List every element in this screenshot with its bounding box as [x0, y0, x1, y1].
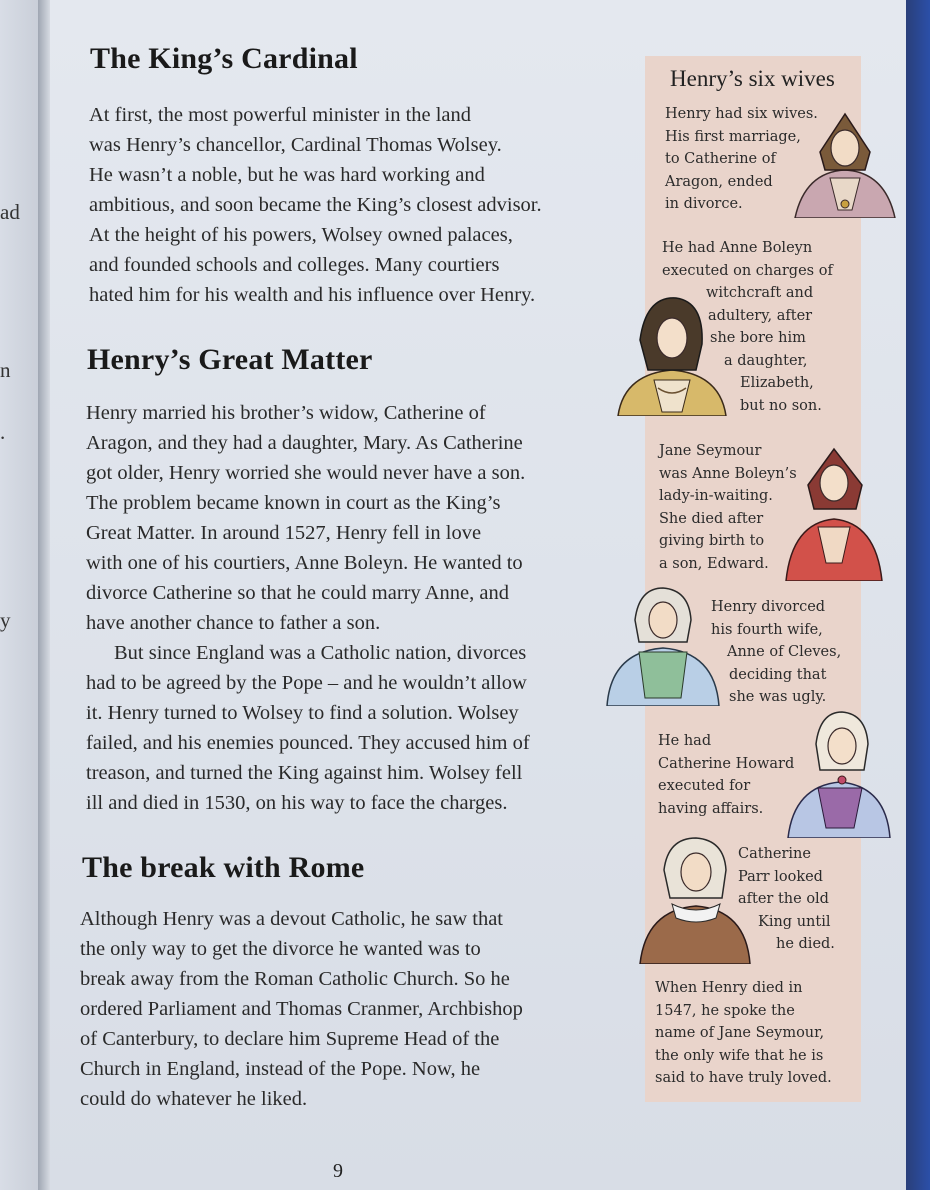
section-heading-kings-cardinal: The King’s Cardinal	[90, 42, 358, 75]
text-line: He wasn’t a noble, but he was hard working and	[89, 164, 485, 186]
note-line: witchcraft and	[706, 285, 814, 301]
portrait-catherine-parr	[636, 834, 754, 964]
note-line: having affairs.	[658, 800, 764, 817]
note-line: lady-in-waiting.	[659, 488, 773, 504]
book-cover-edge	[906, 0, 930, 1190]
note-line: to Catherine of	[665, 151, 776, 167]
text-line: treason, and turned the King against him. Wolsey fell	[86, 762, 523, 784]
note-line: she bore him	[710, 330, 806, 346]
note-line: He had	[658, 733, 712, 749]
paragraph	[80, 904, 605, 1114]
facing-page-fragment: ad	[0, 200, 20, 224]
text-line: Great Matter. In around 1527, Henry fell in love	[86, 522, 482, 544]
note-line: a son, Edward.	[659, 555, 769, 572]
note-line: Anne of Cleves,	[727, 644, 842, 660]
text-line: failed, and his enemies pounced. They accused him of	[86, 732, 530, 754]
note-line: Jane Seymour	[659, 443, 762, 459]
text-line: and founded schools and colleges. Many courtiers	[89, 254, 500, 276]
text-line: Although Henry was a devout Catholic, he saw that	[80, 908, 504, 930]
text-line: The problem became known in court as the King’s	[86, 492, 501, 514]
portrait-jane-seymour	[782, 445, 884, 581]
wife-note-jane-seymour	[659, 440, 797, 575]
note-line: said to have truly loved.	[655, 1070, 832, 1086]
note-line: Catherine Howard	[658, 755, 795, 772]
page-number: 9	[333, 1160, 343, 1182]
note-line: executed on charges of	[662, 262, 833, 279]
text-line: ambitious, and soon became the King’s closest advisor.	[89, 194, 542, 216]
facing-page-edge	[0, 0, 40, 1190]
note-line: after the old	[738, 891, 829, 907]
section-heading-great-matter: Henry’s Great Matter	[87, 343, 373, 376]
paragraph	[89, 100, 614, 310]
note-line: giving birth to	[659, 533, 765, 549]
note-line: He had Anne Boleyn	[662, 240, 813, 256]
sidebar-title: Henry’s six wives	[670, 66, 835, 91]
text-line: Church in England, instead of the Pope. Now, he	[80, 1058, 481, 1080]
text-line: with one of his courtiers, Anne Boleyn. He wanted to	[86, 552, 523, 574]
note-line: His first marriage,	[665, 128, 801, 145]
note-line: executed for	[658, 778, 751, 794]
text-line: divorce Catherine so that he could marry Anne, and	[86, 582, 509, 604]
wife-note-catherine-howard	[658, 730, 794, 820]
note-line: she was ugly.	[729, 689, 827, 705]
facing-page-fragment: y	[0, 608, 11, 632]
wife-note-catherine-parr	[738, 843, 835, 956]
note-line: name of Jane Seymour,	[655, 1025, 825, 1041]
text-line: ill and died in 1530, on his way to face the charges.	[86, 792, 508, 814]
note-line: She died after	[659, 510, 764, 527]
note-line: his fourth wife,	[711, 621, 823, 638]
note-line: a daughter,	[724, 352, 808, 369]
text-line: At first, the most powerful minister in the land	[89, 104, 472, 126]
text-line: ordered Parliament and Thomas Cranmer, Archbishop	[80, 998, 523, 1020]
portrait-catherine-howard	[786, 710, 892, 838]
facing-page-fragment: n	[0, 358, 11, 382]
note-line: Elizabeth,	[740, 375, 814, 391]
portrait-catherine-of-aragon	[790, 110, 900, 218]
portrait-anne-boleyn	[616, 290, 728, 416]
note-line: in divorce.	[665, 196, 743, 212]
note-line: Catherine	[738, 846, 811, 862]
portrait-anne-of-cleves	[605, 586, 721, 706]
text-line: had to be agreed by the Pope – and he wouldn’t allow	[86, 672, 527, 694]
facing-page-fragment: .	[0, 420, 6, 444]
text-line: the only way to get the divorce he wanted was to	[80, 938, 481, 960]
note-line: adultery, after	[708, 307, 813, 324]
note-line: 1547, he spoke the	[655, 1002, 795, 1019]
text-line: hated him for his wealth and his influence over Henry.	[89, 284, 536, 306]
henry-death-note	[655, 977, 832, 1090]
note-line: King until	[758, 913, 831, 930]
note-line: he died.	[776, 936, 835, 952]
paragraph	[86, 398, 611, 818]
note-line: Aragon, ended	[665, 173, 773, 190]
wife-note-anne-of-cleves	[711, 596, 841, 709]
text-line: got older, Henry worried she would never have a son.	[86, 462, 526, 484]
note-line: deciding that	[729, 666, 827, 683]
text-line: was Henry’s chancellor, Cardinal Thomas Wolsey.	[89, 134, 502, 156]
note-line: but no son.	[740, 397, 822, 414]
note-line: Parr looked	[738, 868, 823, 885]
note-line: When Henry died in	[655, 980, 803, 996]
text-line: Aragon, and they had a daughter, Mary. As Catherine	[86, 432, 523, 454]
text-line: break away from the Roman Catholic Church. So he	[80, 968, 510, 990]
note-line: Henry divorced	[711, 599, 826, 615]
note-line: Henry had six wives.	[665, 106, 818, 122]
section-heading-break-with-rome: The break with Rome	[82, 851, 365, 884]
text-line: At the height of his powers, Wolsey owned palaces,	[89, 224, 513, 246]
text-line: of Canterbury, to declare him Supreme Head of the	[80, 1028, 500, 1050]
text-line: have another chance to father a son.	[86, 612, 381, 634]
text-line: it. Henry turned to Wolsey to find a solution. Wolsey	[86, 702, 519, 724]
note-line: was Anne Boleyn’s	[659, 465, 797, 482]
text-line: could do whatever he liked.	[80, 1088, 308, 1110]
text-line: But since England was a Catholic nation, divorces	[114, 642, 527, 664]
text-line: Henry married his brother’s widow, Catherine of	[86, 402, 486, 424]
note-line: the only wife that he is	[655, 1047, 824, 1064]
